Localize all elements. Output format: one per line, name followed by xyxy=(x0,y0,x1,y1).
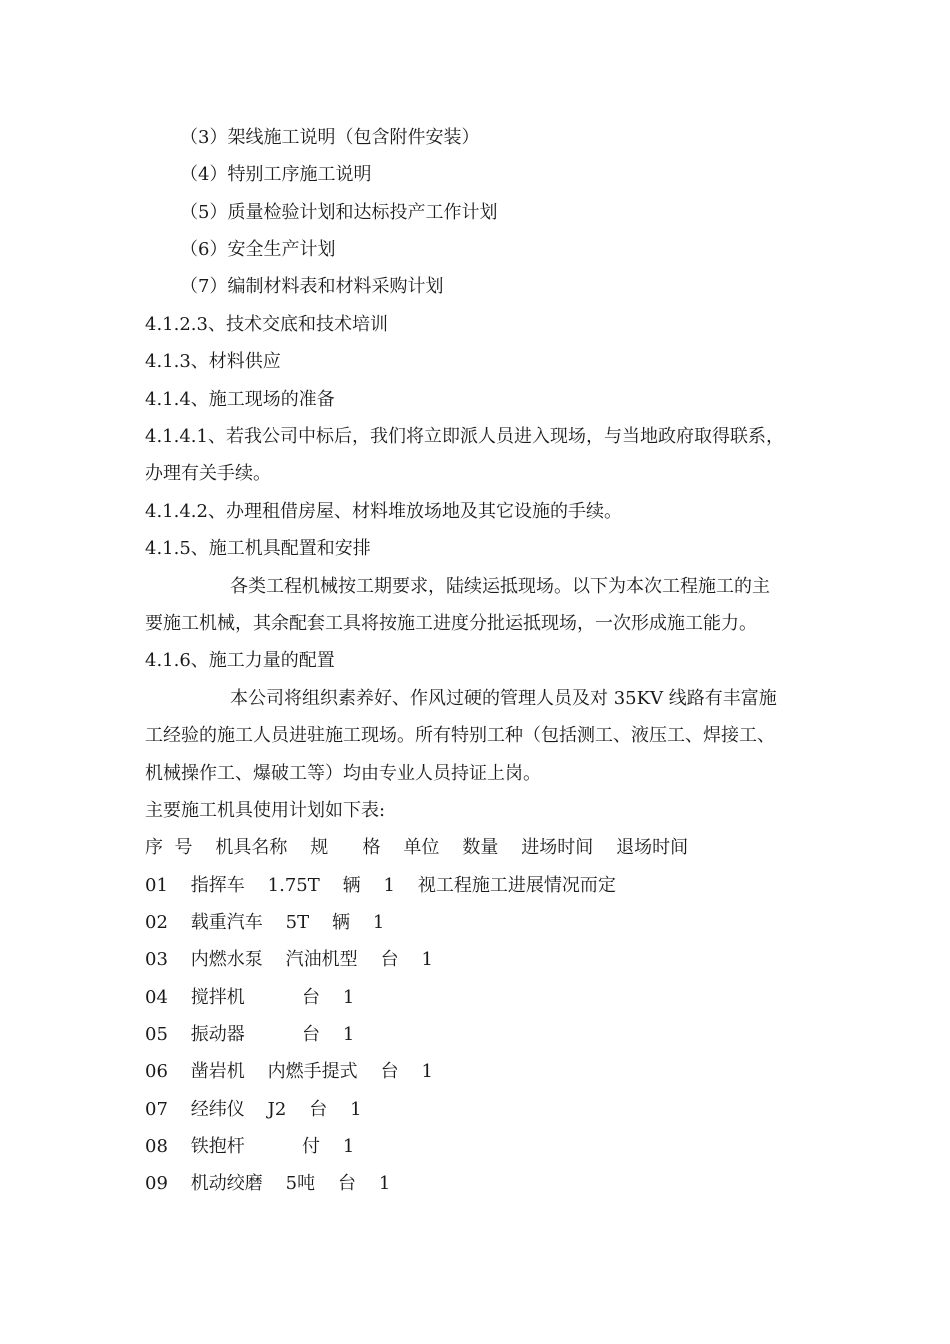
section-heading: 4.1.2.3、技术交底和技术培训 xyxy=(145,314,388,335)
section-heading: 4.1.3、材料供应 xyxy=(145,351,281,372)
list-item: （7）编制材料表和材料采购计划 xyxy=(180,276,444,297)
paragraph-text: 工经验的施工人员进驻施工现场。所有特别工种（包括测工、液压工、焊接工、 xyxy=(145,725,775,746)
section-text: 办理有关手续。 xyxy=(145,463,271,484)
list-item: （6）安全生产计划 xyxy=(180,239,336,260)
table-row: 08 铁抱杆 付 1 xyxy=(145,1136,355,1157)
paragraph-text: 本公司将组织素养好、作风过硬的管理人员及对 35KV 线路有丰富施 xyxy=(230,688,777,709)
table-row: 01 指挥车 1.75T 辆 1 视工程施工进展情况而定 xyxy=(145,875,616,896)
table-row: 04 搅拌机 台 1 xyxy=(145,987,355,1008)
paragraph-text: 各类工程机械按工期要求，陆续运抵现场。以下为本次工程施工的主 xyxy=(230,576,770,597)
table-row: 05 振动器 台 1 xyxy=(145,1024,355,1045)
list-item: （5）质量检验计划和达标投产工作计划 xyxy=(180,202,498,223)
paragraph-text: 机械操作工、爆破工等）均由专业人员持证上岗。 xyxy=(145,763,541,784)
table-row: 07 经纬仪 J2 台 1 xyxy=(145,1099,362,1120)
table-row: 09 机动绞磨 5吨 台 1 xyxy=(145,1173,391,1194)
section-text: 4.1.4.1、若我公司中标后，我们将立即派人员进入现场，与当地政府取得联系， xyxy=(145,426,784,447)
list-item: （3）架线施工说明（包含附件安装） xyxy=(180,127,480,148)
section-heading: 4.1.4、施工现场的准备 xyxy=(145,389,335,410)
table-row: 06 凿岩机 内燃手提式 台 1 xyxy=(145,1061,433,1082)
section-text: 4.1.4.2、办理租借房屋、材料堆放场地及其它设施的手续。 xyxy=(145,501,622,522)
section-heading: 4.1.6、施工力量的配置 xyxy=(145,650,335,671)
table-row: 02 载重汽车 5T 辆 1 xyxy=(145,912,385,933)
paragraph-text: 要施工机械，其余配套工具将按施工进度分批运抵现场，一次形成施工能力。 xyxy=(145,613,757,634)
list-item: （4）特别工序施工说明 xyxy=(180,164,372,185)
table-header: 序 号 机具名称 规 格 单位 数量 进场时间 退场时间 xyxy=(145,837,689,858)
section-heading: 4.1.5、施工机具配置和安排 xyxy=(145,538,371,559)
table-row: 03 内燃水泵 汽油机型 台 1 xyxy=(145,949,433,970)
table-caption: 主要施工机具使用计划如下表: xyxy=(145,800,386,821)
